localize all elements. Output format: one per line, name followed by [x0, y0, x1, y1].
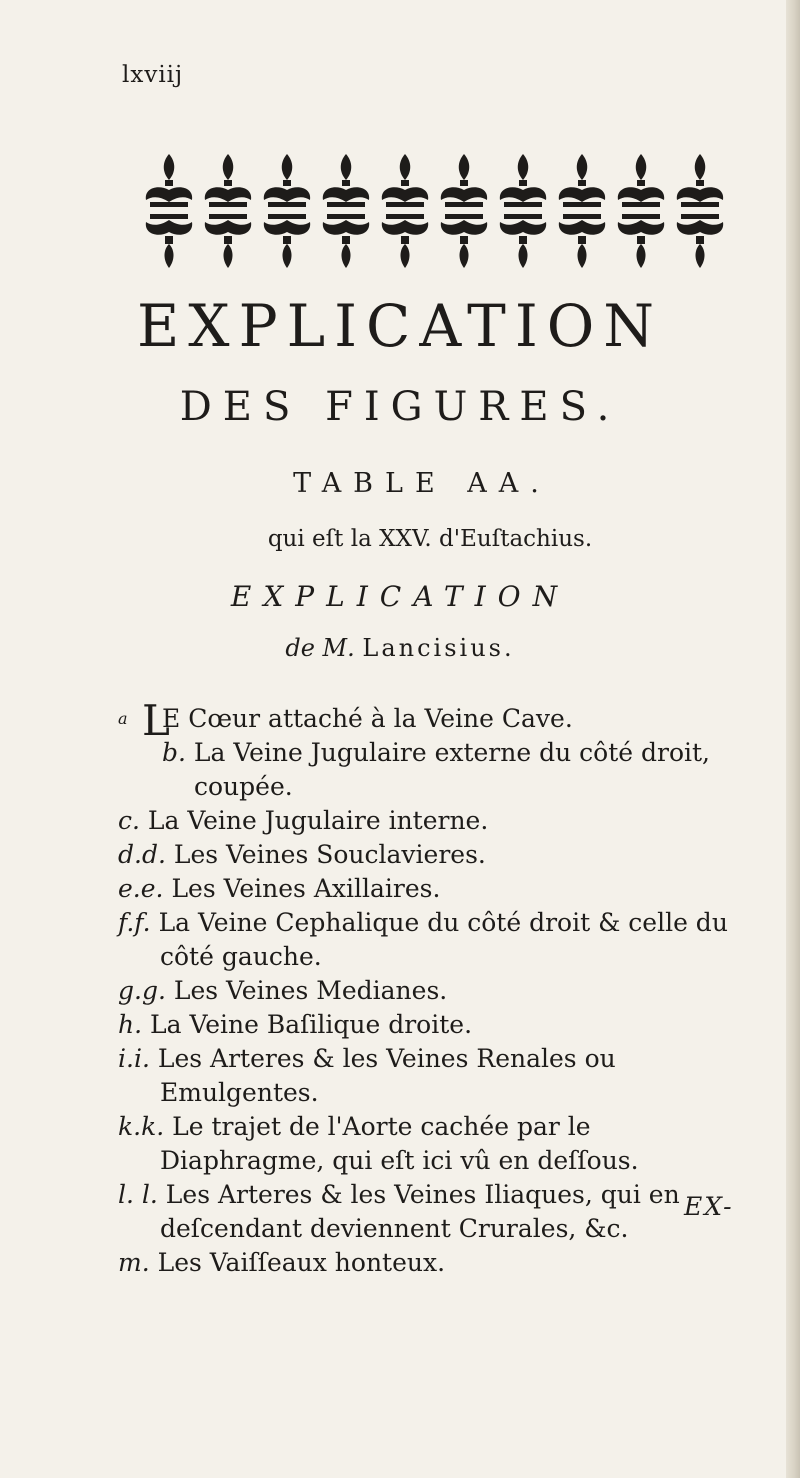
author-prefix: de M. [285, 634, 355, 662]
entry-text: Les Veines Axillaires. [171, 874, 441, 903]
entry-text: E Cœur attaché à la Veine Cave. [162, 704, 573, 733]
entry-label: i.i. [118, 1044, 150, 1073]
entry-label: f.f. [118, 908, 151, 937]
table-source: qui eſt la XXV. d'Euſtachius. [267, 526, 593, 552]
entry-text: La Veine Jugulaire externe du côté droit, coupée. [193, 738, 710, 801]
fleuron-icon [205, 154, 251, 268]
main-title: EXPLICATION [136, 292, 664, 360]
entry-text: La Veine Jugulaire interne. [147, 806, 489, 835]
drop-cap: L [142, 696, 170, 745]
fleuron-icon [677, 154, 723, 268]
catchword: EX- [684, 1192, 734, 1221]
fleuron-icon [441, 154, 487, 268]
explanation-heading: EXPLICATION [230, 580, 570, 613]
explanation-author [0, 634, 800, 662]
sub-title: DES FIGURES. [179, 384, 621, 430]
entry-text: Le trajet de l'Aorte cachée par le Diaphragme, qui eſt ici vû en deſſous. [160, 1112, 639, 1175]
fleuron-icon [382, 154, 428, 268]
entry-label: k.k. [118, 1112, 165, 1141]
legend-entry [118, 1110, 738, 1178]
legend-entry [118, 974, 738, 1008]
entry-text: La Veine Cephalique du côté droit & celle du côté gauche. [158, 908, 728, 971]
entry-text: La Veine Baſilique droite. [150, 1010, 473, 1039]
page-edge [786, 0, 800, 1478]
entry-label: b. [162, 738, 186, 767]
legend-entry [118, 838, 738, 872]
legend-entry [118, 1008, 738, 1042]
entry-text: Les Vaiſſeaux honteux. [157, 1248, 446, 1277]
fleuron-icon [500, 154, 546, 268]
legend-entry [118, 1042, 738, 1110]
entry-text: Les Veines Souclavieres. [173, 840, 486, 869]
legend-entry [118, 872, 738, 906]
legend-entry [118, 906, 738, 974]
legend-entry [118, 804, 738, 838]
entry-label: a [118, 709, 128, 728]
entry-label: h. [118, 1010, 143, 1039]
legend-list [118, 696, 738, 1280]
fleuron-icon [618, 154, 664, 268]
entry-label: l. l. [118, 1180, 158, 1209]
entry-label: g.g. [118, 976, 166, 1005]
table-heading: TABLE AA. [293, 468, 551, 499]
legend-entry [118, 736, 738, 804]
legend-entry [118, 1246, 738, 1280]
ornament-band [140, 150, 732, 272]
legend-entry [118, 1178, 738, 1246]
page-number: lxviij [122, 62, 184, 88]
entry-text: Les Veines Medianes. [173, 976, 448, 1005]
entry-text: Les Arteres & les Veines Renales ou Emulgentes. [157, 1044, 616, 1107]
entry-label: c. [118, 806, 140, 835]
fleuron-icon [146, 154, 192, 268]
ornament-svg [140, 150, 732, 272]
entry-label: m. [118, 1248, 150, 1277]
fleuron-icon [264, 154, 310, 268]
entry-label: d.d. [118, 840, 166, 869]
legend-entry [118, 696, 738, 745]
fleuron-icon [559, 154, 605, 268]
author-name: Lancisius. [362, 634, 515, 662]
fleuron-icon [323, 154, 369, 268]
entry-text: Les Arteres & les Veines Iliaques, qui en deſcendant deviennent Crurales, &c. [160, 1180, 680, 1243]
entry-label: e.e. [118, 874, 164, 903]
